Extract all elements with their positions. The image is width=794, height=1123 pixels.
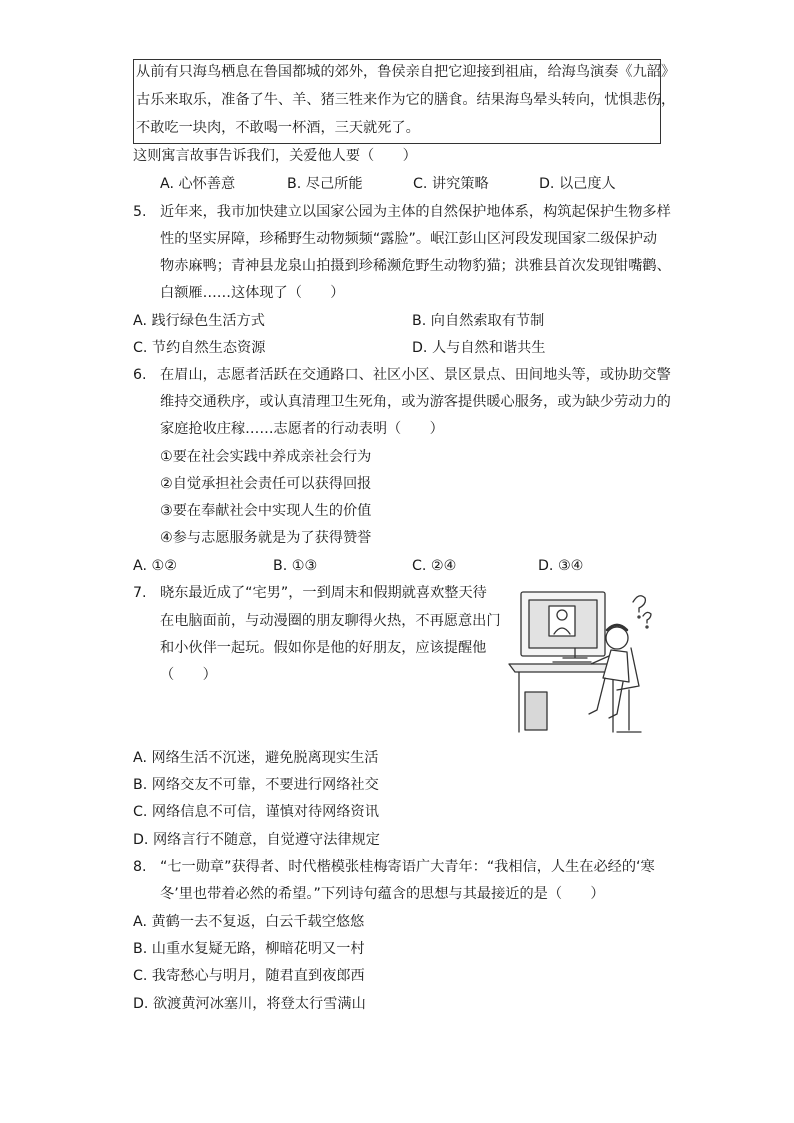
q8-option-c[interactable]: C. 我寄愁心与明月，随君直到夜郎西 <box>133 968 365 984</box>
story-option-a[interactable]: A. 心怀善意 <box>160 176 236 192</box>
q5-option-b[interactable]: B. 向自然索取有节制 <box>412 313 545 329</box>
q6-statement: ④参与志愿服务就是为了获得赞誉 <box>160 530 372 546</box>
q8-option-d[interactable]: D. 欲渡黄河冰塞川，将登太行雪满山 <box>133 996 366 1012</box>
q7-line: （ ） <box>160 667 217 683</box>
q6-option-b[interactable]: B. ①③ <box>273 558 318 574</box>
q7-line: 在电脑面前，与动漫圈的朋友聊得火热，不再愿意出门 <box>160 613 501 629</box>
q6-option-d[interactable]: D. ③④ <box>538 558 584 574</box>
q5-line: 白额雁……这体现了（ ） <box>160 285 345 301</box>
q6-line: 在眉山，志愿者活跃在交通路口、社区小区、景区景点、田间地头等，或协助交警 <box>160 367 671 383</box>
q5-option-d[interactable]: D. 人与自然和谐共生 <box>412 340 546 356</box>
q8-option-b[interactable]: B. 山重水复疑无路，柳暗花明又一村 <box>133 941 365 957</box>
q6-statement: ①要在社会实践中养成亲社会行为 <box>160 449 372 465</box>
q5-line: 物赤麻鸭；青神县龙泉山拍摄到珍稀濒危野生动物豹猫；洪雅县首次发现钳嘴鹳、 <box>160 258 671 274</box>
q5-line: 近年来，我市加快建立以国家公园为主体的自然保护地体系，构筑起保护生物多样 <box>160 204 671 220</box>
q6-option-c[interactable]: C. ②④ <box>412 558 457 574</box>
q8-line: 冬’里也带着必然的希望。”下列诗句蕴含的思想与其最接近的是（ ） <box>160 886 605 902</box>
q6-line: 维持交通秩序，或认真清理卫生死角，或为游客提供暖心服务，或为缺少劳动力的 <box>160 394 671 410</box>
story-option-b[interactable]: B. 尽己所能 <box>287 176 363 192</box>
q5-line: 性的坚实屏障，珍稀野生动物频频“露脸”。岷江彭山区河段发现国家二级保护动 <box>160 231 658 247</box>
q5-option-a[interactable]: A. 践行绿色生活方式 <box>133 313 265 329</box>
q6-option-a[interactable]: A. ①② <box>133 558 177 574</box>
story-box <box>133 59 676 144</box>
story-option-d[interactable]: D. 以己度人 <box>539 176 616 192</box>
q8-number: 8. <box>133 859 147 875</box>
q6-number: 6. <box>133 367 147 383</box>
story-line: 从前有只海鸟栖息在鲁国都城的郊外，鲁侯亲自把它迎接到祖庙，给海鸟演奏《九韶》 <box>136 64 676 80</box>
q6-statement: ②自觉承担社会责任可以获得回报 <box>160 476 372 492</box>
q7-number: 7. <box>133 585 147 601</box>
q7-option-a[interactable]: A. 网络生活不沉迷，避免脱离现实生活 <box>133 750 379 766</box>
q7-option-c[interactable]: C. 网络信息不可信，谨慎对待网络资讯 <box>133 804 379 820</box>
story-option-c[interactable]: C. 讲究策略 <box>413 176 489 192</box>
q6-statement: ③要在奉献社会中实现人生的价值 <box>160 503 372 519</box>
q7-option-b[interactable]: B. 网络交友不可靠，不要进行网络社交 <box>133 777 379 793</box>
q5-number: 5. <box>133 204 147 220</box>
story-line: 古乐来取乐，准备了牛、羊、猪三牲来作为它的膳食。结果海鸟晕头转向，忧惧悲伤， <box>136 92 676 108</box>
q7-option-d[interactable]: D. 网络言行不随意，自觉遵守法律规定 <box>133 832 380 848</box>
q6-line: 家庭抢收庄稼……志愿者的行动表明（ ） <box>160 421 444 437</box>
story-question: 这则寓言故事告诉我们，关爱他人要（ ） <box>133 148 417 164</box>
q7-line: 晓东最近成了“宅男”，一到周末和假期就喜欢整天待 <box>160 585 487 601</box>
boy-at-computer-illustration <box>505 582 655 742</box>
story-line: 不敢吃一块肉，不敢喝一杯酒，三天就死了。 <box>136 120 420 136</box>
q7-line: 和小伙伴一起玩。假如你是他的好朋友，应该提醒他 <box>160 640 487 656</box>
q8-line: “七一勋章”获得者、时代楷模张桂梅寄语广大青年：“我相信，人生在必经的‘寒 <box>160 859 655 875</box>
q8-option-a[interactable]: A. 黄鹤一去不复返，白云千载空悠悠 <box>133 914 365 930</box>
q5-option-c[interactable]: C. 节约自然生态资源 <box>133 340 266 356</box>
boy-at-computer-icon <box>505 582 655 742</box>
